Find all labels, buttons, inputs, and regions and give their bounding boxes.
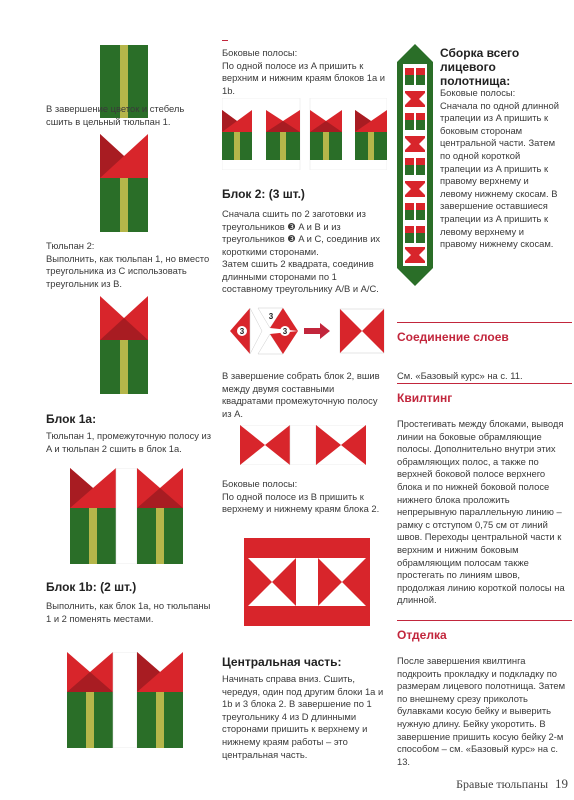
triangle-label-3a: 3	[239, 327, 245, 336]
block-2-heading: Блок 2: (3 шт.)	[222, 187, 305, 201]
triangle-label-3c: 3	[282, 327, 288, 336]
block-2-step1-text: Сначала сшить по 2 заготовки из треугольников ❸ A и B и из треугольников ❸ A и C, соединив их короткими сторонами.	[222, 208, 381, 257]
page-number: 19	[555, 776, 568, 791]
tulip-2-figure	[100, 296, 148, 394]
block-2-step2-text: Затем сшить 2 квадрата, соединив длинными сторонами по 1 составному треугольнику A/B и A/C.	[222, 258, 379, 295]
side-strips-1-text: Боковые полосы: По одной полосе из A пришить к верхним и нижним краям блоков 1a и 1b.	[222, 47, 386, 96]
footer-title: Бравые тюльпаны	[456, 777, 548, 791]
block-1b-figure	[67, 652, 183, 748]
finishing-heading: Отделка	[397, 628, 447, 642]
center-part-heading: Центральная часть:	[222, 655, 342, 669]
tulip-2-text: Тюльпан 2: Выполнить, как тюльпан 1, но вместо треугольника из C использовать треугольник из B.	[46, 240, 210, 289]
block-1b-heading: Блок 1b: (2 шт.)	[46, 580, 137, 594]
blocks-1a-1b-strips-figure	[222, 98, 387, 170]
triangle-assembly-figure	[228, 306, 388, 356]
side-strips-2-text: Боковые полосы: По одной полосе из B пришить к верхнему и нижнему краям блока 2.	[222, 478, 380, 515]
quilting-text: Простегивать между блоками, выводя линии на боковые обрамляющие полосы. Дополнительно внутри этих обрамляющих полос, а также по верхней боковой полосе верхнего блока и по нижней боковой полосе нижнего блока проложить непрерывную параллельную линию – рамку с отступом 0,75 см от линий швов. Переходы центральной части к верхним и нижним боковым обрамляющим полосам также простегать по линиям швов, продолжая линию короткой полосы на длинной.	[397, 418, 565, 606]
block-1b-text: Выполнить, как блок 1a, но тюльпаны 1 и 2 поменять местами.	[46, 600, 211, 624]
center-part-text: Начинать справа вниз. Сшить, чередуя, один под другим блоки 1a и 1b и 3 блока 2. В завершение по 1 треугольнику 4 из D длинными сторонами пришить к верхнему и нижнему краям работы – это центральная часть.	[222, 673, 384, 760]
block-2-figure	[240, 425, 366, 465]
finish-tulip-text: В завершение цветок и стебель сшить в цельный тюльпан 1.	[46, 103, 187, 127]
block-2-strips-figure	[244, 538, 370, 626]
block-1a-figure	[70, 468, 183, 564]
assembly-heading: Сборка всего лицевого полотнища:	[440, 46, 520, 88]
finishing-text: После завершения квилтинга подкроить прокладку и подкладку по размерам лицевого полотнища. Затем по внешнему срезу приколоть булавками косую бейку и выверить нужную длину. Бейку укоротить. В завершение пришить косую бейку 2-м способом – см. «Базовый курс» на с. 13.	[397, 655, 566, 767]
tulip-1-figure	[100, 134, 148, 232]
page-footer	[456, 776, 568, 792]
join-layers-heading: Соединение слоев	[397, 330, 509, 344]
quilting-heading: Квилтинг	[397, 391, 453, 405]
join-layers-text: См. «Базовый курс» на с. 11.	[397, 370, 523, 381]
triangle-label-3b: 3	[268, 312, 274, 321]
block-1a-text: Тюльпан 1, промежуточную полосу из A и тюльпан 2 сшить в блок 1a.	[46, 430, 212, 454]
block-1a-heading: Блок 1a:	[46, 412, 97, 426]
assembly-text: Боковые полосы: Сначала по одной длинной трапеции из A пришить к боковым сторонам центральной части. Затем по одной короткой трапеции из A пришить к правому верхнему и левому нижнему скосам. В завершение оставшиеся трапеции из A пришить к левому верхнему и правому нижнему скосам.	[440, 87, 559, 250]
block-2-step3-text: В завершение собрать блок 2, вшив между двумя составными квадратами промежуточную полосу из A.	[222, 370, 380, 419]
full-quilt-figure	[397, 44, 433, 286]
